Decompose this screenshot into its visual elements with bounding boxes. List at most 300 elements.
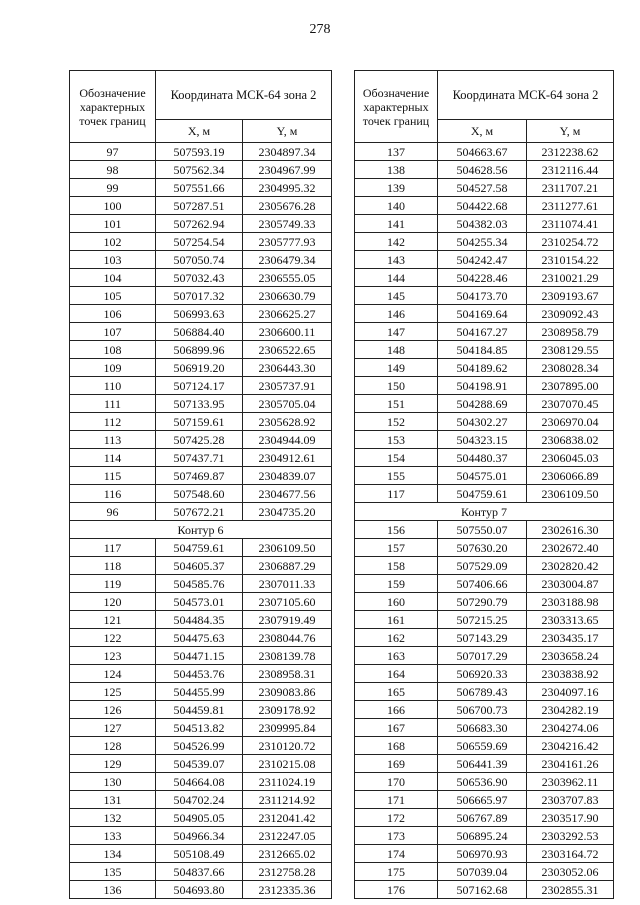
- y-coordinate-cell: 2308958.79: [527, 323, 614, 341]
- table-row: [70, 809, 332, 827]
- table-row: [355, 755, 614, 773]
- y-coordinate-cell: 2310154.22: [527, 251, 614, 269]
- x-coordinate-cell: 504475.63: [156, 629, 243, 647]
- table-row: [355, 215, 614, 233]
- y-coordinate-cell: 2307011.33: [243, 575, 332, 593]
- x-coordinate-cell: 504288.69: [438, 395, 527, 413]
- point-id-cell: 136: [70, 881, 156, 899]
- table-row: [355, 467, 614, 485]
- x-coordinate-cell: 507630.20: [438, 539, 527, 557]
- point-id-cell: 154: [355, 449, 438, 467]
- table-row: [70, 881, 332, 899]
- x-coordinate-cell: 504302.27: [438, 413, 527, 431]
- point-id-cell: 100: [70, 197, 156, 215]
- y-coordinate-cell: 2304897.34: [243, 143, 332, 161]
- table-row: [355, 251, 614, 269]
- table-row: [355, 773, 614, 791]
- table-row: [355, 143, 614, 161]
- point-id-cell: 96: [70, 503, 156, 521]
- x-coordinate-cell: 504459.81: [156, 701, 243, 719]
- table-row: [355, 863, 614, 881]
- point-id-cell: 102: [70, 233, 156, 251]
- contour-label: Контур 6: [70, 521, 332, 539]
- coordinates-table-right: [354, 70, 614, 899]
- x-coordinate-cell: 507290.79: [438, 593, 527, 611]
- point-id-cell: 163: [355, 647, 438, 665]
- y-coordinate-cell: 2310021.29: [527, 269, 614, 287]
- point-id-cell: 112: [70, 413, 156, 431]
- table-row: [355, 737, 614, 755]
- table-row: [355, 575, 614, 593]
- x-coordinate-cell: 504480.37: [438, 449, 527, 467]
- x-coordinate-cell: 504242.47: [438, 251, 527, 269]
- x-coordinate-cell: 507551.66: [156, 179, 243, 197]
- y-coordinate-cell: 2304944.09: [243, 431, 332, 449]
- point-id-cell: 160: [355, 593, 438, 611]
- table-row: [355, 287, 614, 305]
- table-row: [355, 179, 614, 197]
- x-coordinate-cell: 507017.32: [156, 287, 243, 305]
- point-id-cell: 105: [70, 287, 156, 305]
- point-id-cell: 150: [355, 377, 438, 395]
- y-coordinate-cell: 2306045.03: [527, 449, 614, 467]
- point-id-cell: 173: [355, 827, 438, 845]
- x-coordinate-cell: 507437.71: [156, 449, 243, 467]
- point-id-cell: 166: [355, 701, 438, 719]
- y-coordinate-cell: 2312665.02: [243, 845, 332, 863]
- table-row: [70, 845, 332, 863]
- x-coordinate-cell: 504169.64: [438, 305, 527, 323]
- y-coordinate-cell: 2303188.98: [527, 593, 614, 611]
- page-number: 278: [309, 22, 331, 37]
- table-body: [70, 143, 332, 899]
- y-coordinate-cell: 2303052.06: [527, 863, 614, 881]
- x-coordinate-cell: 504453.76: [156, 665, 243, 683]
- y-coordinate-cell: 2312116.44: [527, 161, 614, 179]
- point-id-cell: 118: [70, 557, 156, 575]
- point-id-cell: 106: [70, 305, 156, 323]
- table-row: [355, 431, 614, 449]
- point-id-cell: 151: [355, 395, 438, 413]
- x-coordinate-cell: 504663.67: [438, 143, 527, 161]
- y-coordinate-cell: 2311214.92: [243, 791, 332, 809]
- x-coordinate-cell: 504513.82: [156, 719, 243, 737]
- point-id-cell: 170: [355, 773, 438, 791]
- x-coordinate-cell: 507254.54: [156, 233, 243, 251]
- y-coordinate-cell: 2306066.89: [527, 467, 614, 485]
- table-row: [70, 755, 332, 773]
- table-row: [70, 647, 332, 665]
- x-coordinate-cell: 507287.51: [156, 197, 243, 215]
- y-coordinate-cell: 2303658.24: [527, 647, 614, 665]
- y-coordinate-cell: 2306838.02: [527, 431, 614, 449]
- y-coordinate-cell: 2306555.05: [243, 269, 332, 287]
- point-id-cell: 113: [70, 431, 156, 449]
- x-coordinate-cell: 504605.37: [156, 557, 243, 575]
- table-row: [355, 629, 614, 647]
- x-coordinate-cell: 504382.03: [438, 215, 527, 233]
- y-coordinate-cell: 2305676.28: [243, 197, 332, 215]
- table-row: [70, 377, 332, 395]
- table-row: [70, 665, 332, 683]
- point-id-cell: 152: [355, 413, 438, 431]
- y-coordinate-cell: 2304216.42: [527, 737, 614, 755]
- point-id-cell: 126: [70, 701, 156, 719]
- x-coordinate-cell: 506700.73: [438, 701, 527, 719]
- table-row: [355, 719, 614, 737]
- x-coordinate-cell: 504167.27: [438, 323, 527, 341]
- table-row: [70, 791, 332, 809]
- x-coordinate-cell: 505108.49: [156, 845, 243, 863]
- y-coordinate-cell: 2311024.19: [243, 773, 332, 791]
- x-coordinate-cell: 507133.95: [156, 395, 243, 413]
- x-coordinate-cell: 506789.43: [438, 683, 527, 701]
- points-column-header: Обозначение характерных точек границ: [355, 71, 438, 143]
- point-id-cell: 153: [355, 431, 438, 449]
- y-coordinate-cell: 2308028.34: [527, 359, 614, 377]
- point-id-cell: 119: [70, 575, 156, 593]
- x-coordinate-cell: 504573.01: [156, 593, 243, 611]
- point-id-cell: 107: [70, 323, 156, 341]
- point-id-cell: 137: [355, 143, 438, 161]
- table-row: [355, 485, 614, 503]
- table-row: [70, 575, 332, 593]
- x-coordinate-cell: 504905.05: [156, 809, 243, 827]
- point-id-cell: 140: [355, 197, 438, 215]
- y-coordinate-cell: 2302672.40: [527, 539, 614, 557]
- point-id-cell: 135: [70, 863, 156, 881]
- table-row: [355, 341, 614, 359]
- table-row: [70, 827, 332, 845]
- table-row: [355, 521, 614, 539]
- table-row: [355, 665, 614, 683]
- x-coordinate-cell: 504422.68: [438, 197, 527, 215]
- y-coordinate-cell: 2306109.50: [527, 485, 614, 503]
- point-id-cell: 127: [70, 719, 156, 737]
- x-coordinate-cell: 504526.99: [156, 737, 243, 755]
- point-id-cell: 146: [355, 305, 438, 323]
- point-id-cell: 133: [70, 827, 156, 845]
- table-row: [355, 359, 614, 377]
- y-coordinate-cell: 2308044.76: [243, 629, 332, 647]
- y-coordinate-cell: 2304282.19: [527, 701, 614, 719]
- point-id-cell: 123: [70, 647, 156, 665]
- table-row: [355, 305, 614, 323]
- point-id-cell: 130: [70, 773, 156, 791]
- y-coordinate-cell: 2310215.08: [243, 755, 332, 773]
- x-coordinate-cell: 507406.66: [438, 575, 527, 593]
- y-coordinate-cell: 2303962.11: [527, 773, 614, 791]
- table-row: [70, 503, 332, 521]
- y-coordinate-cell: 2306479.34: [243, 251, 332, 269]
- y-coordinate-cell: 2303707.83: [527, 791, 614, 809]
- point-id-cell: 122: [70, 629, 156, 647]
- table-row: [355, 701, 614, 719]
- point-id-cell: 132: [70, 809, 156, 827]
- x-coordinate-cell: 504455.99: [156, 683, 243, 701]
- point-id-cell: 131: [70, 791, 156, 809]
- y-coordinate-cell: 2306630.79: [243, 287, 332, 305]
- x-coordinate-cell: 506895.24: [438, 827, 527, 845]
- table-row: [70, 287, 332, 305]
- point-id-cell: 138: [355, 161, 438, 179]
- point-id-cell: 176: [355, 881, 438, 899]
- table-row: [70, 593, 332, 611]
- y-coordinate-cell: 2304097.16: [527, 683, 614, 701]
- y-coordinate-cell: 2303164.72: [527, 845, 614, 863]
- point-id-cell: 157: [355, 539, 438, 557]
- x-coordinate-cell: 506899.96: [156, 341, 243, 359]
- x-coordinate-cell: 504575.01: [438, 467, 527, 485]
- table-row: [70, 449, 332, 467]
- point-id-cell: 158: [355, 557, 438, 575]
- point-id-cell: 97: [70, 143, 156, 161]
- x-coordinate-cell: 506970.93: [438, 845, 527, 863]
- point-id-cell: 156: [355, 521, 438, 539]
- x-coordinate-cell: 506683.30: [438, 719, 527, 737]
- point-id-cell: 171: [355, 791, 438, 809]
- table-row: [70, 431, 332, 449]
- y-coordinate-cell: 2308129.55: [527, 341, 614, 359]
- table-row: [70, 305, 332, 323]
- point-id-cell: 114: [70, 449, 156, 467]
- table-row: [355, 269, 614, 287]
- x-coordinate-cell: 506920.33: [438, 665, 527, 683]
- y-coordinate-cell: 2311277.61: [527, 197, 614, 215]
- y-coordinate-cell: 2306970.04: [527, 413, 614, 431]
- y-coordinate-cell: 2307070.45: [527, 395, 614, 413]
- point-id-cell: 117: [355, 485, 438, 503]
- table-row: [355, 557, 614, 575]
- point-id-cell: 139: [355, 179, 438, 197]
- point-id-cell: 147: [355, 323, 438, 341]
- y-coordinate-cell: 2303292.53: [527, 827, 614, 845]
- y-coordinate-cell: 2305749.33: [243, 215, 332, 233]
- y-coordinate-cell: 2312247.05: [243, 827, 332, 845]
- table-row: [70, 485, 332, 503]
- x-coordinate-cell: 507469.87: [156, 467, 243, 485]
- y-coordinate-cell: 2312335.36: [243, 881, 332, 899]
- point-id-cell: 149: [355, 359, 438, 377]
- y-coordinate-cell: 2304995.32: [243, 179, 332, 197]
- y-coordinate-cell: 2307919.49: [243, 611, 332, 629]
- x-coordinate-cell: 504323.15: [438, 431, 527, 449]
- y-coordinate-cell: 2303313.65: [527, 611, 614, 629]
- x-coordinate-cell: 506884.40: [156, 323, 243, 341]
- point-id-cell: 175: [355, 863, 438, 881]
- table-row: [355, 845, 614, 863]
- x-coordinate-cell: 507562.34: [156, 161, 243, 179]
- y-coordinate-cell: 2303838.92: [527, 665, 614, 683]
- x-coordinate-cell: 507124.17: [156, 377, 243, 395]
- x-coordinate-cell: 504664.08: [156, 773, 243, 791]
- x-coordinate-cell: 504759.61: [156, 539, 243, 557]
- point-id-cell: 115: [70, 467, 156, 485]
- x-coordinate-cell: 506665.97: [438, 791, 527, 809]
- x-coordinate-cell: 507143.29: [438, 629, 527, 647]
- table-row: [70, 629, 332, 647]
- point-id-cell: 167: [355, 719, 438, 737]
- x-coordinate-cell: 504539.07: [156, 755, 243, 773]
- y-coordinate-cell: 2303004.87: [527, 575, 614, 593]
- x-coordinate-cell: 506559.69: [438, 737, 527, 755]
- point-id-cell: 148: [355, 341, 438, 359]
- x-coordinate-cell: 507550.07: [438, 521, 527, 539]
- y-coordinate-cell: 2302855.31: [527, 881, 614, 899]
- x-coordinate-cell: 504693.80: [156, 881, 243, 899]
- y-coordinate-cell: 2309083.86: [243, 683, 332, 701]
- point-id-cell: 168: [355, 737, 438, 755]
- table-row: [355, 593, 614, 611]
- table-row: [355, 683, 614, 701]
- y-column-header: Y, м: [243, 120, 332, 143]
- table-row: [70, 197, 332, 215]
- y-coordinate-cell: 2306625.27: [243, 305, 332, 323]
- y-coordinate-cell: 2302616.30: [527, 521, 614, 539]
- x-coordinate-cell: 507593.19: [156, 143, 243, 161]
- point-id-cell: 124: [70, 665, 156, 683]
- point-id-cell: 143: [355, 251, 438, 269]
- point-id-cell: 129: [70, 755, 156, 773]
- table-row: [70, 395, 332, 413]
- table-row: [355, 827, 614, 845]
- x-coordinate-cell: 504966.34: [156, 827, 243, 845]
- table-row: [355, 377, 614, 395]
- point-id-cell: 128: [70, 737, 156, 755]
- y-coordinate-cell: 2312238.62: [527, 143, 614, 161]
- table-row: [70, 719, 332, 737]
- point-id-cell: 144: [355, 269, 438, 287]
- table-row: [70, 557, 332, 575]
- x-coordinate-cell: 504759.61: [438, 485, 527, 503]
- x-coordinate-cell: 504198.91: [438, 377, 527, 395]
- table-row: [355, 539, 614, 557]
- coordinate-system-header: Координата МСК-64 зона 2: [156, 71, 332, 120]
- point-id-cell: 161: [355, 611, 438, 629]
- table-row: [70, 683, 332, 701]
- table-row: [355, 881, 614, 899]
- y-coordinate-cell: 2304161.26: [527, 755, 614, 773]
- point-id-cell: 121: [70, 611, 156, 629]
- x-column-header: X, м: [438, 120, 527, 143]
- table-row: [70, 269, 332, 287]
- x-coordinate-cell: 504189.62: [438, 359, 527, 377]
- point-id-cell: 111: [70, 395, 156, 413]
- y-coordinate-cell: 2312758.28: [243, 863, 332, 881]
- table-row: [70, 611, 332, 629]
- point-id-cell: 110: [70, 377, 156, 395]
- point-id-cell: 99: [70, 179, 156, 197]
- table-row: [70, 341, 332, 359]
- x-coordinate-cell: 504837.66: [156, 863, 243, 881]
- point-id-cell: 172: [355, 809, 438, 827]
- table-row: [70, 539, 332, 557]
- y-coordinate-cell: 2305737.91: [243, 377, 332, 395]
- x-coordinate-cell: 504484.35: [156, 611, 243, 629]
- x-coordinate-cell: 506767.89: [438, 809, 527, 827]
- table-row: [70, 161, 332, 179]
- x-coordinate-cell: 507032.43: [156, 269, 243, 287]
- table-row: [355, 647, 614, 665]
- y-coordinate-cell: 2306443.30: [243, 359, 332, 377]
- table-row: [355, 449, 614, 467]
- x-coordinate-cell: 507050.74: [156, 251, 243, 269]
- table-row: [355, 323, 614, 341]
- y-coordinate-cell: 2305705.04: [243, 395, 332, 413]
- x-coordinate-cell: 504173.70: [438, 287, 527, 305]
- y-coordinate-cell: 2309193.67: [527, 287, 614, 305]
- point-id-cell: 117: [70, 539, 156, 557]
- point-id-cell: 98: [70, 161, 156, 179]
- table-row: [70, 251, 332, 269]
- table-row: [70, 773, 332, 791]
- x-coordinate-cell: 507672.21: [156, 503, 243, 521]
- point-id-cell: 125: [70, 683, 156, 701]
- y-coordinate-cell: 2304274.06: [527, 719, 614, 737]
- y-coordinate-cell: 2311074.41: [527, 215, 614, 233]
- y-coordinate-cell: 2312041.42: [243, 809, 332, 827]
- y-column-header: Y, м: [527, 120, 614, 143]
- contour-label: Контур 7: [355, 503, 614, 521]
- table-row: [355, 611, 614, 629]
- y-coordinate-cell: 2306600.11: [243, 323, 332, 341]
- table-row: [70, 467, 332, 485]
- table-row: [70, 143, 332, 161]
- x-coordinate-cell: 507548.60: [156, 485, 243, 503]
- x-coordinate-cell: 507039.04: [438, 863, 527, 881]
- table-row: [70, 863, 332, 881]
- x-coordinate-cell: 504702.24: [156, 791, 243, 809]
- y-coordinate-cell: 2304735.20: [243, 503, 332, 521]
- point-id-cell: 134: [70, 845, 156, 863]
- point-id-cell: 162: [355, 629, 438, 647]
- point-id-cell: 101: [70, 215, 156, 233]
- x-coordinate-cell: 504255.34: [438, 233, 527, 251]
- table-row: [70, 215, 332, 233]
- y-coordinate-cell: 2302820.42: [527, 557, 614, 575]
- x-column-header: X, м: [156, 120, 243, 143]
- y-coordinate-cell: 2306887.29: [243, 557, 332, 575]
- table-row: [355, 791, 614, 809]
- point-id-cell: 141: [355, 215, 438, 233]
- x-coordinate-cell: 507425.28: [156, 431, 243, 449]
- y-coordinate-cell: 2305628.92: [243, 413, 332, 431]
- y-coordinate-cell: 2307895.00: [527, 377, 614, 395]
- x-coordinate-cell: 507262.94: [156, 215, 243, 233]
- y-coordinate-cell: 2308958.31: [243, 665, 332, 683]
- table-row: [70, 737, 332, 755]
- table-row: [70, 701, 332, 719]
- y-coordinate-cell: 2305777.93: [243, 233, 332, 251]
- x-coordinate-cell: 507162.68: [438, 881, 527, 899]
- y-coordinate-cell: 2308139.78: [243, 647, 332, 665]
- coordinates-table-left: [69, 70, 332, 899]
- point-id-cell: 103: [70, 251, 156, 269]
- table-row: [355, 809, 614, 827]
- x-coordinate-cell: 506441.39: [438, 755, 527, 773]
- point-id-cell: 159: [355, 575, 438, 593]
- y-coordinate-cell: 2311707.21: [527, 179, 614, 197]
- x-coordinate-cell: 506536.90: [438, 773, 527, 791]
- point-id-cell: 145: [355, 287, 438, 305]
- points-column-header: Обозначение характерных точек границ: [70, 71, 156, 143]
- coordinate-system-header: Координата МСК-64 зона 2: [438, 71, 614, 120]
- y-coordinate-cell: 2309092.43: [527, 305, 614, 323]
- y-coordinate-cell: 2304967.99: [243, 161, 332, 179]
- table-row: [355, 395, 614, 413]
- y-coordinate-cell: 2310120.72: [243, 737, 332, 755]
- table-row: [355, 413, 614, 431]
